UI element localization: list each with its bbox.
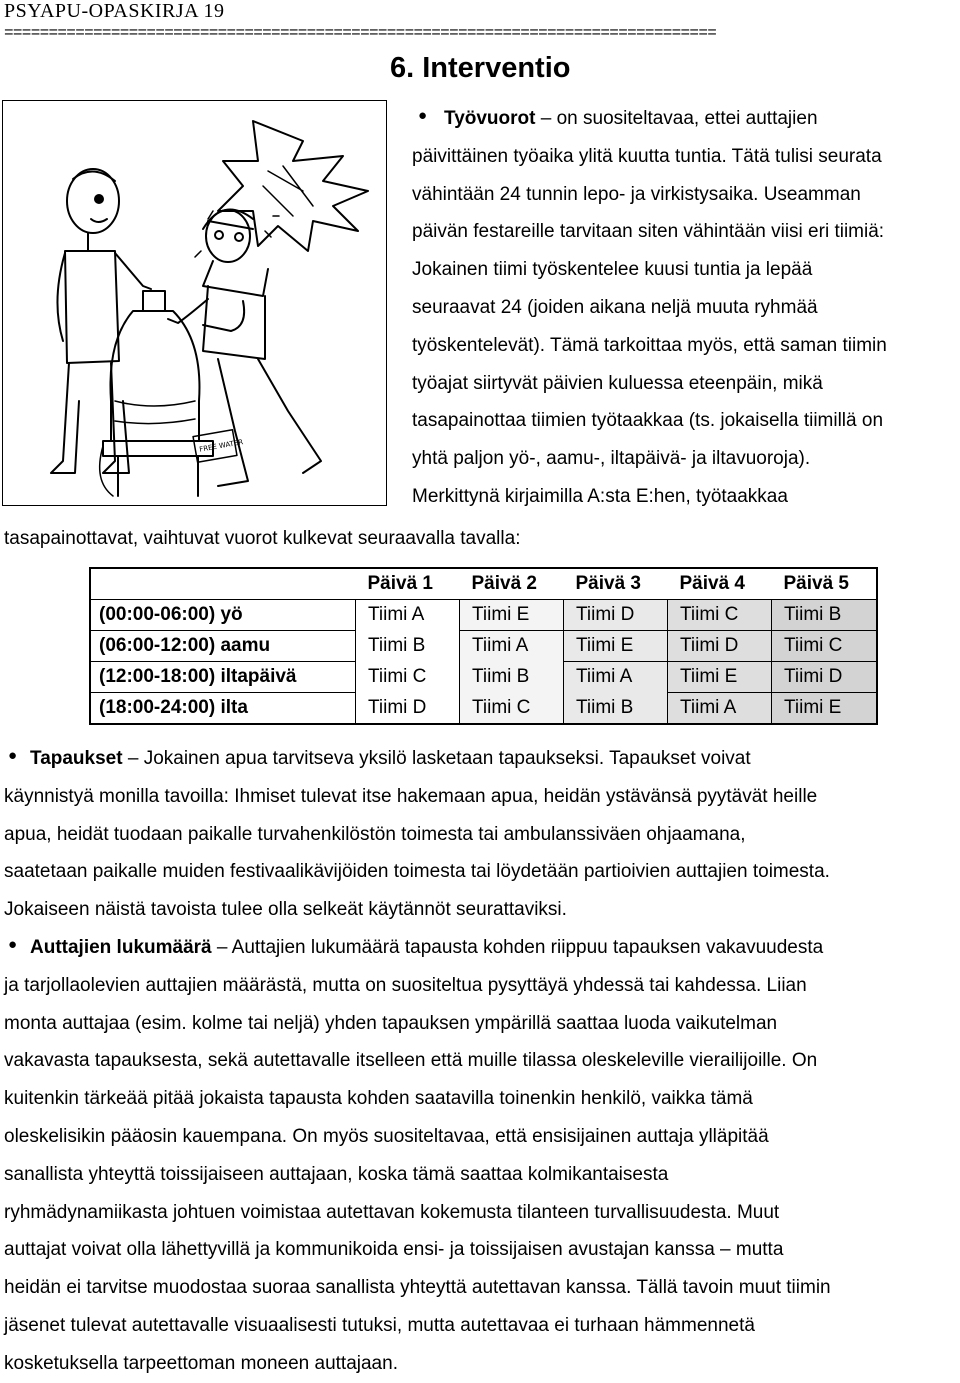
text-line-rest: – on suositeltavaa, ettei auttajien	[535, 108, 818, 129]
team-cell: Tiimi E	[772, 693, 877, 725]
text-line: oleskelisikin pääosin kauempana. On myös suositeltavaa, että ensisijainen auttaja ylläpitää	[4, 1125, 769, 1147]
text-line: käynnistyä monilla tavoilla: Ihmiset tulevat itse hakemaan apua, heidän ystävänsä pyytävät heille	[4, 785, 818, 807]
text-line: päivittäinen työaika ylitä kuutta tuntia. Tätä tulisi seurata	[412, 145, 882, 167]
day-header: Päivä 1	[367, 573, 433, 594]
free-water-sign: FREE WATER	[198, 438, 244, 454]
text-line: päivän festareille tarvitaan siten vähintään viisi eri tiimiä:	[412, 221, 885, 243]
text-line: vähintään 24 tunnin lepo- ja virkistysaika. Useamman	[412, 183, 861, 205]
team-cell: Tiimi C	[772, 631, 877, 662]
team-cell: Tiimi A	[356, 600, 460, 631]
text-line: vakavasta tapauksesta, sekä autettavalle itselleen että muille tilassa oleskeleville vierailijoille. On	[4, 1050, 818, 1072]
team-cell: Tiimi A	[564, 662, 668, 693]
text-line: Merkittynä kirjaimilla A:sta E:hen, työtaakkaa	[412, 485, 788, 507]
table-row	[90, 600, 877, 631]
bullet-icon: ●	[8, 747, 18, 764]
table-row	[90, 631, 877, 662]
day-header: Päivä 2	[471, 573, 537, 594]
team-cell: Tiimi D	[356, 693, 460, 725]
text-line: kosketuksella tarpeettoman moneen auttajaan.	[4, 1352, 398, 1374]
text-line: auttajat voivat olla lähettyvillä ja kommunikoida ensi- ja toissijaisen avustajan kanssa – mutta	[4, 1239, 784, 1261]
team-cell: Tiimi C	[460, 693, 564, 725]
team-cell: Tiimi C	[356, 662, 460, 693]
shift-label: (06:00-12:00) aamu	[90, 631, 356, 662]
team-cell: Tiimi B	[564, 693, 668, 725]
work-shifts-lead: tasapainottavat, vaihtuvat vuorot kulkevat seuraavalla tavalla:	[4, 528, 521, 549]
text-line: kuitenkin tärkeää pitää jokaista tapausta kohden saatavilla toinenkin henkilö, vaikka tämä	[4, 1088, 753, 1110]
text-line: jäsenet tulevat autettavalle visuaalisesti tutuksi, mutta autettavaa ei turhaan hämmennetä	[4, 1314, 755, 1336]
team-cell: Tiimi B	[772, 600, 877, 631]
water-station-illustration	[2, 100, 387, 506]
team-cell: Tiimi A	[460, 631, 564, 662]
text-line: apua, heidät tuodaan paikalle turvahenkilöstön toimesta tai ambulanssiväen ohjaamana,	[4, 823, 746, 845]
header-rule: ================================================================================	[4, 24, 717, 42]
term-heading: Auttajien lukumäärä	[30, 937, 212, 958]
text-line-rest: – Auttajien lukumäärä tapausta kohden riippuu tapauksen vakavuudesta	[211, 937, 824, 958]
text-line: monta auttajaa (esim. kolme tai neljä) yhden tapauksen ympärillä saattaa luoda vaikutelman	[4, 1012, 778, 1034]
text-line: saatetaan paikalle muiden festivaalikävijöiden toimesta tai löydetään partioivien auttajien toimesta.	[4, 861, 830, 883]
text-line: sanallista yhteyttä toissijaiseen auttajaan, koska tämä saattaa kolmikantaisesta	[4, 1163, 669, 1185]
cases-paragraph	[4, 740, 960, 929]
day-header: Päivä 5	[783, 573, 849, 594]
text-line: Jokainen tiimi työskentelee kuusi tuntia ja lepää	[412, 259, 813, 281]
work-shifts-paragraph	[444, 100, 960, 138]
team-cell: Tiimi D	[668, 631, 772, 662]
helpers-paragraph	[4, 929, 960, 1383]
text-line: yhtä paljon yö-, aamu-, iltapäivä- ja iltavuoroja).	[412, 448, 811, 470]
text-line: heidän ei tarvitse muodostaa suoraa sanallista yhteyttä autettavan kanssa. Tällä tavoin muut tiimin	[4, 1277, 831, 1299]
team-cell: Tiimi C	[668, 600, 772, 631]
table-row	[90, 662, 877, 693]
shift-schedule-table	[89, 567, 878, 725]
team-cell: Tiimi E	[564, 631, 668, 662]
text-line-rest: – Jokainen apua tarvitseva yksilö lasketaan tapaukseksi. Tapaukset voivat	[122, 748, 751, 769]
corner-cell	[90, 568, 356, 600]
work-shifts-continuation	[412, 138, 960, 516]
text-line: työskentelevät). Tämä tarkoittaa myös, että saman tiimin	[412, 334, 887, 356]
text-line: ryhmädynamiikasta johtuen voimistaa autettavan kokemusta tilanteen turvallisuudesta. Muut	[4, 1201, 780, 1223]
text-line: seuraavat 24 (joiden aikana neljä muuta ryhmää	[412, 296, 818, 318]
text-line: tasapainottaa tiimien työtaakkaa (ts. jokaisella tiimillä on	[412, 410, 884, 432]
text-line	[4, 929, 960, 967]
team-cell: Tiimi B	[356, 631, 460, 662]
term-heading: Tapaukset	[30, 748, 123, 769]
table-row	[90, 693, 877, 725]
shift-label: (00:00-06:00) yö	[90, 600, 356, 631]
bullet-icon: ●	[8, 936, 18, 953]
team-cell: Tiimi A	[668, 693, 772, 725]
text-line: työajat siirtyvät päivien kuluessa eteenpäin, mikä	[412, 372, 823, 394]
day-header: Päivä 3	[575, 573, 641, 594]
text-line: Jokaiseen näistä tavoista tulee olla selkeät käytännöt seurattaviksi.	[4, 899, 567, 921]
section-title: 6. Interventio	[390, 52, 571, 84]
text-line: ja tarjollaolevien auttajien määrästä, mutta on suositeltua pysyttäyä yhdessä tai kahdessa. Liian	[4, 974, 807, 996]
team-cell: Tiimi E	[460, 600, 564, 631]
shift-label: (12:00-18:00) iltapäivä	[90, 662, 356, 693]
team-cell: Tiimi E	[668, 662, 772, 693]
team-cell: Tiimi D	[772, 662, 877, 693]
running-header: PSYAPU-OPASKIRJA 19	[4, 0, 225, 22]
day-header: Päivä 4	[679, 573, 745, 594]
bullet-icon: ●	[418, 107, 428, 124]
team-cell: Tiimi D	[564, 600, 668, 631]
table-header-row	[90, 568, 877, 600]
text-line	[4, 740, 960, 778]
team-cell: Tiimi B	[460, 662, 564, 693]
shift-label: (18:00-24:00) ilta	[90, 693, 356, 725]
text-line	[444, 100, 960, 138]
term-heading: Työvuorot	[444, 108, 536, 129]
